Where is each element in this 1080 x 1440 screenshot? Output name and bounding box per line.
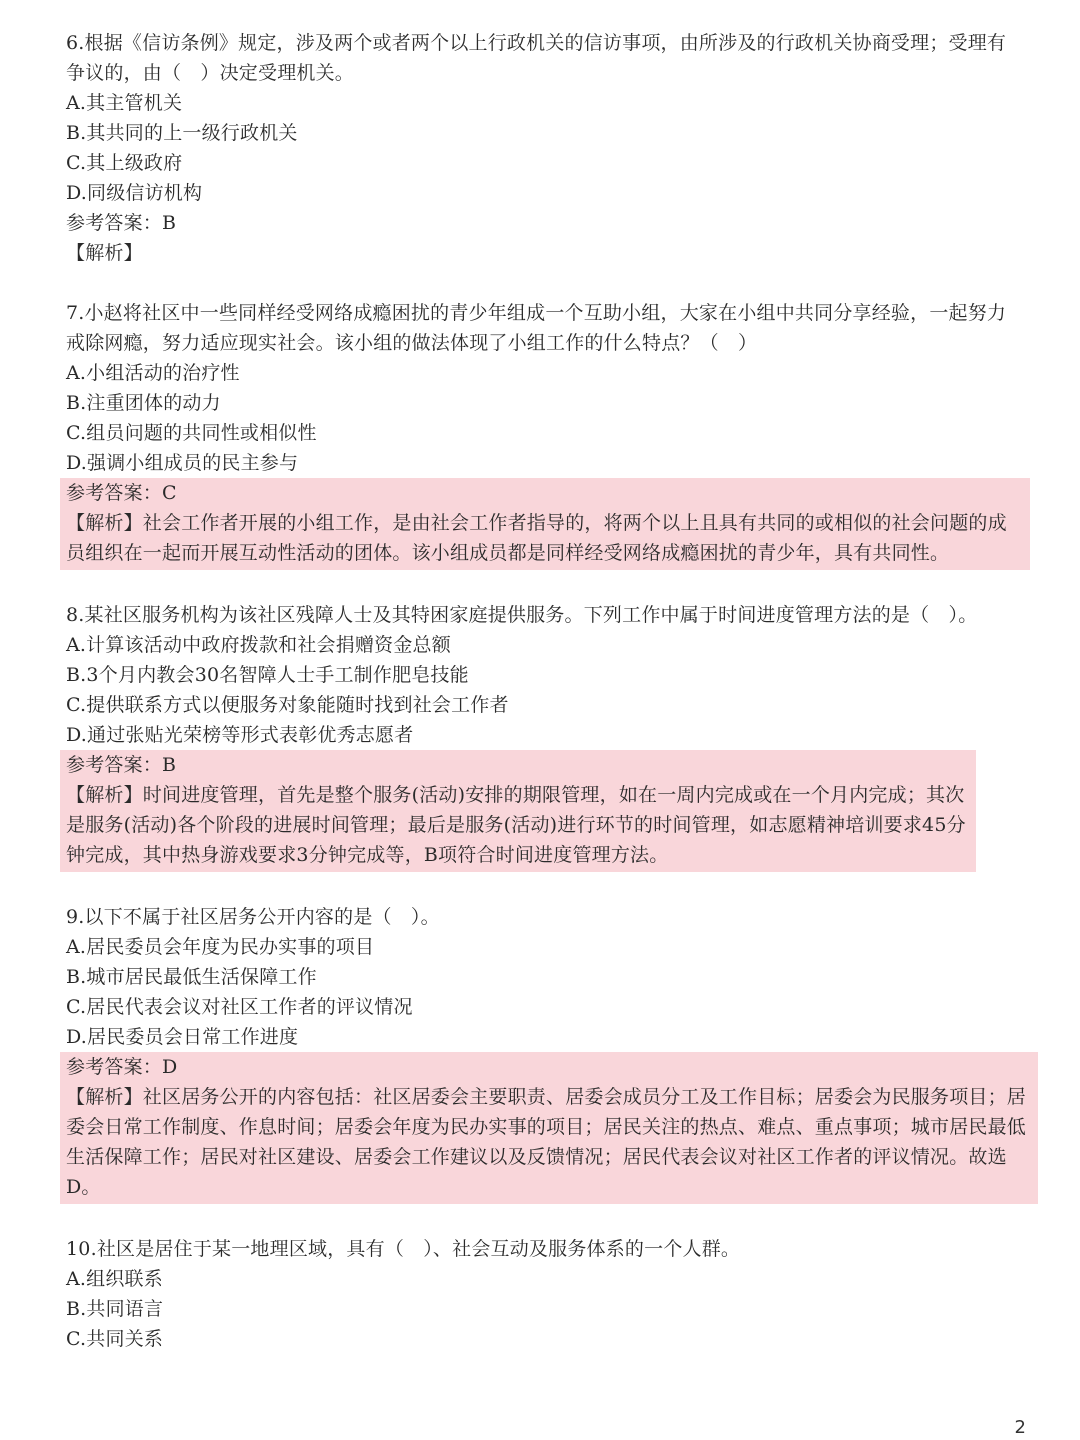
reference-answer: 参考答案：C bbox=[66, 482, 177, 504]
reference-answer: 参考答案：B bbox=[66, 212, 177, 234]
answer-highlight bbox=[60, 750, 976, 872]
question-10 bbox=[66, 1234, 1016, 1354]
reference-answer: 参考答案：B bbox=[66, 754, 177, 776]
option-b: B.城市居民最低生活保障工作 bbox=[66, 966, 317, 988]
option-a: A.其主管机关 bbox=[66, 92, 183, 114]
option-d: D.强调小组成员的民主参与 bbox=[66, 452, 299, 474]
analysis: 【解析】社区居务公开的内容包括：社区居委会主要职责、居委会成员分工及工作目标；居委会为民服务项目；居委会日常工作制度、作息时间；居委会年度为民办实事的项目；居民关注的热点、难点、重点事项；城市居民最低生活保障工作；居民对社区建设、居委会工作建议以及反馈情况；居民代表会议对社区工作者的评议情况。故选D。 bbox=[66, 1086, 1027, 1198]
option-a: A.居民委员会年度为民办实事的项目 bbox=[66, 936, 375, 958]
page-number: 2 bbox=[1014, 1417, 1026, 1438]
option-b: B.共同语言 bbox=[66, 1298, 164, 1320]
option-d: D.通过张贴光荣榜等形式表彰优秀志愿者 bbox=[66, 724, 414, 746]
reference-answer: 参考答案：D bbox=[66, 1056, 178, 1078]
analysis: 【解析】时间进度管理，首先是整个服务(活动)安排的期限管理，如在一周内完成或在一个月内完成；其次是服务(活动)各个阶段的进展时间管理；最后是服务(活动)进行环节的时间管理，如志愿精神培训要求45分钟完成，其中热身游戏要求3分钟完成等，B项符合时间进度管理方法。 bbox=[66, 784, 966, 866]
question-stem: 6.根据《信访条例》规定，涉及两个或者两个以上行政机关的信访事项，由所涉及的行政机关协商受理；受理有争议的，由（ ）决定受理机关。 bbox=[66, 32, 1007, 84]
analysis: 【解析】社会工作者开展的小组工作，是由社会工作者指导的，将两个以上且具有共同的或相似的社会问题的成员组织在一起而开展互动性活动的团体。该小组成员都是同样经受网络成瘾困扰的青少年，具有共同性。 bbox=[66, 512, 1007, 564]
option-d: D.同级信访机构 bbox=[66, 182, 203, 204]
option-a: A.小组活动的治疗性 bbox=[66, 362, 240, 384]
question-stem: 10.社区是居住于某一地理区域，具有（ ）、社会互动及服务体系的一个人群。 bbox=[66, 1238, 741, 1260]
answer-highlight bbox=[60, 1052, 1038, 1204]
option-b: B.注重团体的动力 bbox=[66, 392, 221, 414]
option-a: A.计算该活动中政府拨款和社会捐赠资金总额 bbox=[66, 634, 451, 656]
option-c: C.组员问题的共同性或相似性 bbox=[66, 422, 317, 444]
option-c: C.提供联系方式以便服务对象能随时找到社会工作者 bbox=[66, 694, 509, 716]
option-a: A.组织联系 bbox=[66, 1268, 163, 1290]
question-6 bbox=[66, 28, 1016, 268]
question-stem: 8.某社区服务机构为该社区残障人士及其特困家庭提供服务。下列工作中属于时间进度管理方法的是（ ）。 bbox=[66, 604, 978, 626]
question-8 bbox=[66, 600, 1016, 872]
option-c: C.其上级政府 bbox=[66, 152, 183, 174]
analysis: 【解析】 bbox=[66, 242, 143, 264]
option-b: B.其共同的上一级行政机关 bbox=[66, 122, 298, 144]
option-b: B.3个月内教会30名智障人士手工制作肥皂技能 bbox=[66, 664, 469, 686]
question-stem: 7.小赵将社区中一些同样经受网络成瘾困扰的青少年组成一个互助小组，大家在小组中共同分享经验，一起努力戒除网瘾，努力适应现实社会。该小组的做法体现了小组工作的什么特点？（ ） bbox=[66, 302, 1007, 354]
question-9 bbox=[66, 902, 1027, 1204]
option-c: C.共同关系 bbox=[66, 1328, 164, 1350]
option-c: C.居民代表会议对社区工作者的评议情况 bbox=[66, 996, 413, 1018]
answer-highlight bbox=[60, 478, 1030, 570]
option-d: D.居民委员会日常工作进度 bbox=[66, 1026, 299, 1048]
question-7 bbox=[66, 298, 1016, 570]
exam-page bbox=[66, 28, 1027, 1384]
question-stem: 9.以下不属于社区居务公开内容的是（ ）。 bbox=[66, 906, 440, 928]
